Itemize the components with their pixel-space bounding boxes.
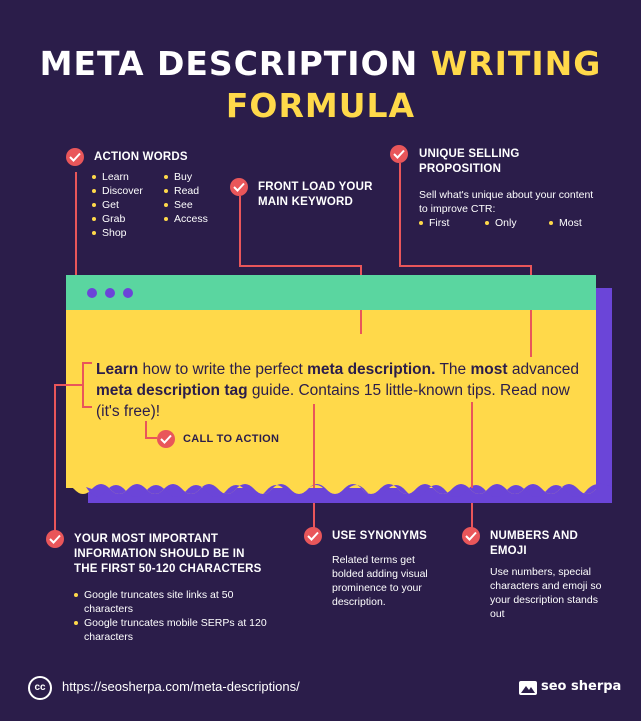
synonyms-body-4: description. [332, 596, 386, 608]
important-heading-2: INFORMATION SHOULD BE IN [74, 548, 245, 560]
connector-front-load-in [360, 310, 362, 334]
snippet-meta: meta description. [307, 361, 436, 378]
connector-usp-h [399, 265, 532, 267]
numbers-body-1: Use numbers, special [490, 566, 591, 578]
connector-important-in [54, 384, 84, 386]
check-icon-usp [390, 145, 408, 163]
synonyms-heading: USE SYNONYMS [332, 530, 428, 542]
window-dot [123, 288, 133, 298]
usp-heading-2: PROPOSITION [419, 163, 502, 175]
action-words-heading: ACTION WORDS [94, 151, 188, 163]
usp-item: First [419, 216, 449, 230]
important-bullet-1: Google truncates site links at 50 [74, 588, 233, 602]
connector-front-load [239, 196, 241, 266]
bracket-left-bottom [82, 406, 92, 408]
synonyms-body-3: prominence to your [332, 582, 422, 594]
check-icon-synonyms [304, 527, 322, 545]
snippet-tag: meta description tag [96, 382, 248, 399]
important-bullet-2-cont: characters [84, 631, 134, 643]
meta-description-snippet [96, 359, 586, 422]
snippet-text: The [435, 361, 471, 378]
usp-item: Most [549, 216, 582, 230]
check-icon-important [46, 530, 64, 548]
numbers-heading-2: EMOJI [490, 545, 527, 557]
brand-name: seo sherpa [541, 679, 622, 694]
window-dot [87, 288, 97, 298]
important-bullet-1-cont: characters [84, 603, 134, 615]
snippet-text: guide. Contains 15 little-known tips. Read now (it's free)! [96, 382, 570, 420]
usp-item: Only [485, 216, 517, 230]
usp-heading-1: UNIQUE SELLING [419, 148, 520, 160]
action-word: See [164, 198, 193, 212]
title-line-1 [0, 44, 641, 84]
connector-usp-in [530, 310, 532, 357]
source-link[interactable]: https://seosherpa.com/meta-descriptions/ [62, 679, 300, 694]
window-dot [105, 288, 115, 298]
synonyms-body-1: Related terms get [332, 554, 415, 566]
snippet-learn: Learn [96, 361, 139, 378]
title-white: META DESCRIPTION [39, 44, 419, 83]
snippet-text: advanced [507, 361, 580, 378]
connector-important [54, 384, 56, 534]
title-yellow-2: FORMULA [225, 86, 416, 125]
important-heading-1: YOUR MOST IMPORTANT [74, 533, 219, 545]
front-load-heading-2: MAIN KEYWORD [258, 196, 354, 208]
action-word: Get [92, 198, 119, 212]
numbers-heading-1: NUMBERS AND [490, 530, 579, 542]
snippet-text: how to write the perfect [138, 361, 308, 378]
usp-body-2: to improve CTR: [419, 203, 496, 215]
action-word: Read [164, 184, 199, 198]
important-heading-3: THE FIRST 50-120 CHARACTERS [74, 563, 262, 575]
title-yellow: WRITING [430, 44, 602, 83]
connector-usp [399, 163, 401, 266]
action-word: Learn [92, 170, 129, 184]
connector-cta-h [145, 437, 157, 439]
front-load-heading-1: FRONT LOAD YOUR [258, 181, 373, 193]
important-bullet-2: Google truncates mobile SERPs at 120 [74, 616, 267, 630]
action-word: Access [164, 212, 208, 226]
check-icon-cta [157, 430, 175, 448]
action-word: Buy [164, 170, 192, 184]
check-icon-numbers [462, 527, 480, 545]
wave-edge [66, 477, 612, 507]
seo-sherpa-logo-icon [519, 681, 537, 695]
title-line-2 [0, 86, 641, 126]
numbers-body-4: out [490, 608, 505, 620]
bracket-left-top [82, 362, 92, 364]
action-word: Discover [92, 184, 143, 198]
browser-toolbar [66, 275, 596, 310]
synonyms-body-2: bolded adding visual [332, 568, 428, 580]
action-word: Shop [92, 226, 127, 240]
numbers-body-3: your description stands [490, 594, 598, 606]
cta-label: CALL TO ACTION [183, 433, 280, 445]
numbers-body-2: characters and emoji so [490, 580, 602, 592]
check-icon-front-load [230, 178, 248, 196]
usp-body-1: Sell what's unique about your content [419, 189, 594, 201]
snippet-most: most [470, 361, 508, 378]
creative-commons-icon: cc [28, 676, 52, 700]
action-word: Grab [92, 212, 125, 226]
check-icon-action-words [66, 148, 84, 166]
connector-front-load-h [239, 265, 362, 267]
